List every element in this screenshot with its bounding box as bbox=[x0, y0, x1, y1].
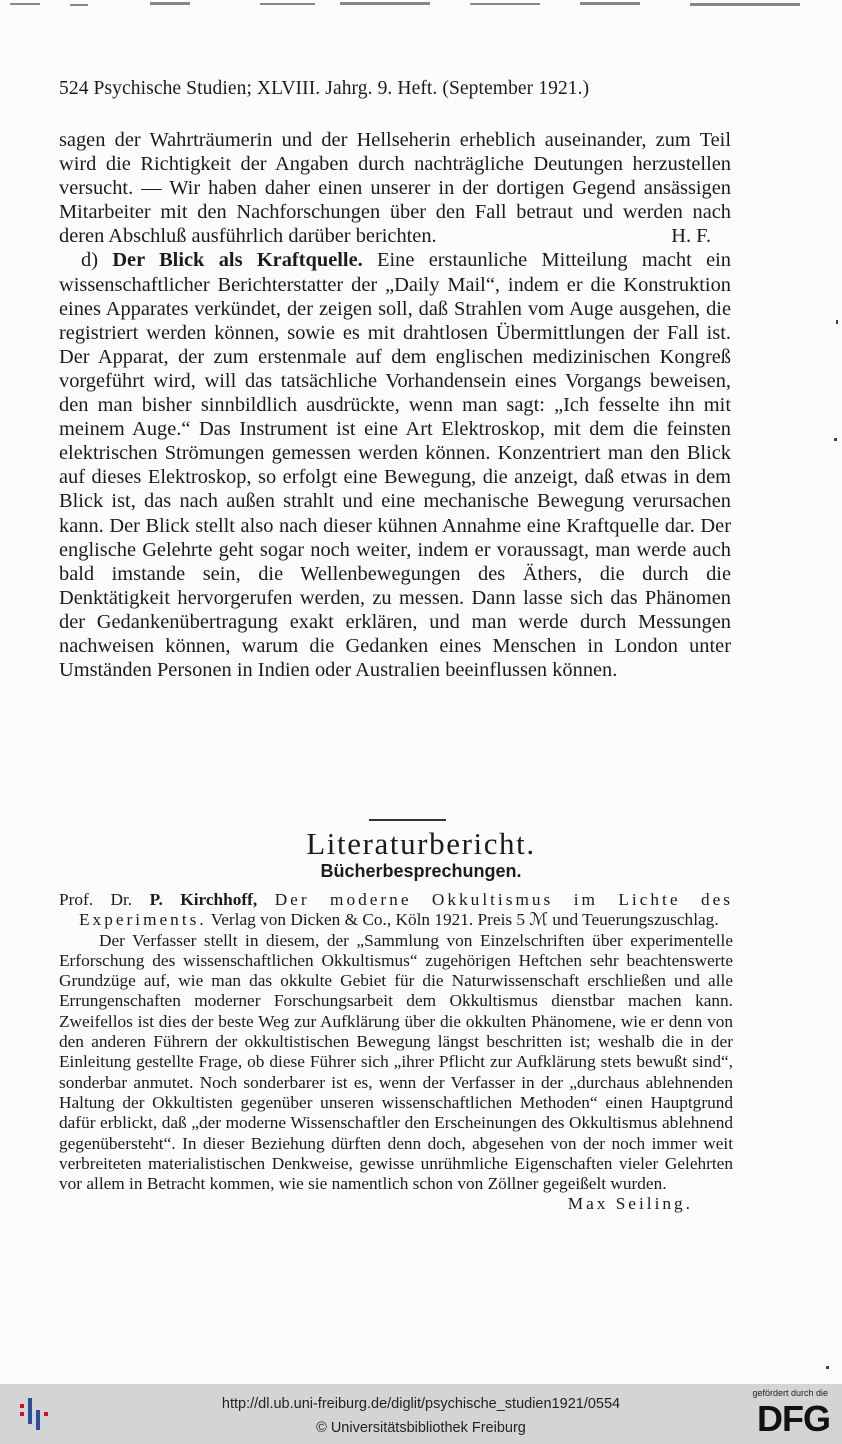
review-publisher: Verlag von Dicken & Co., Köln 1921. Preis 5 ℳ und Teuerungszuschlag. bbox=[210, 910, 719, 930]
paragraph-1-text: sagen der Wahrträumerin und der Hellseherin erheblich auseinander, zum Teil wird die Richtigkeit der Angaben durch nachträgliche Deutungen herzustellen versucht. — Wir haben daher einen unserer in der dortigen Gegend ansässigen Mitarbeiter mit den Nachforschungen über den Fall betraut und werden nach deren Abschluß ausführlich darüber berichten. bbox=[59, 129, 731, 248]
section-subtitle: Bücherbesprechungen. bbox=[320, 861, 522, 881]
section-title: Literaturbericht. bbox=[306, 826, 536, 861]
paragraph-1 bbox=[59, 128, 731, 248]
dfg-funding-note: gefördert durch die bbox=[752, 1388, 828, 1398]
paragraph-2-label: d) bbox=[81, 249, 98, 272]
article-body bbox=[59, 128, 731, 682]
section-divider bbox=[369, 819, 446, 821]
paragraph-2-title: Der Blick als Kraftquelle. bbox=[112, 249, 363, 272]
review-signature: Max Seiling. bbox=[567, 1194, 693, 1214]
margin-mark bbox=[836, 320, 838, 324]
review-text bbox=[59, 930, 733, 1214]
viewer-footer bbox=[0, 1384, 842, 1444]
review-text-body: Der Verfasser stellt in diesem, der „Sammlung von Einzelschriften über experimentelle Erforschung des wissenschaftlichen Okkultismus“ zugehörigen Heftchen sehr beachtenswerte Grundzüge auf, wie man das okkulte Gebiet für die Naturwissenschaft erschließen und alle Errungenschaften moderner Forschungsarbeit dem Okkultismus dienstbar machen kann. Zweifellos ist dies der beste Weg zur Aufklärung über die okkulten Phänomene, wie er denn von den anderen Führern der okkultistischen Bewegung längst beschritten ist; weshalb die in der Einleitung gestellte Frage, ob diese Führer sich „ihrer Pflicht zur Aufklärung stets bewußt sind“, sonderbar anmutet. Noch sonderbarer ist es, wenn der Verfasser in der „durchaus ablehnenden Haltung der Okkultisten gegenüber unseren wissenschaftlichen Methoden“ einen Hauptgrund dafür erblickt, daß „der moderne Wissenschaftler den Erscheinungen des Okkultismus ablehnend gegenübersteht“. In dieser Beziehung dürften denn doch, abgesehen von der noch immer weit verbreiteten materialistischen Denkweise, gewisse unrühmliche Eigenschaften vieler Gelehrten vor allem in Betracht kommen, wie sie namentlich schon von Zöllner gegeißelt wurden. bbox=[59, 930, 733, 1194]
running-header: 524 Psychische Studien; XLVIII. Jahrg. 9. Heft. (September 1921.) bbox=[59, 78, 590, 99]
margin-mark bbox=[834, 438, 837, 441]
paragraph-2-text: Eine erstaunliche Mitteilung macht ein wissenschaftlicher Berichterstatter der „Daily Mail“, indem er die Konstruktion eines Apparates verkündet, der zeigen soll, daß Strahlen vom Auge ausgehen, die registriert werden können, sowie es mit drahtlosen Übermittlungen der Fall ist. Der Apparat, der zum erstenmale auf dem englischen medizinischen Kongreß vorgeführt wird, will das tatsächliche Vorhandensein eines Vorgangs beweisen, den man bisher sinnbildlich ausdrückte, wenn man sagt: „Ich fesselte ihn mit meinem Auge.“ Das Instrument ist eine Art Elektroskop, mit dem die feinsten elektrischen Strömungen gemessen werden können. Konzentriert man den Blick auf dieses Elektroskop, so erfolgt eine Bewegung, die anzeigt, daß etwas in dem Blick ist, das nach außen strahlt und eine mechanische Bewegung verursachen kann. Der Blick stellt also nach dieser kühnen Annahme eine Kraftquelle dar. Der englische Gelehrte geht sogar noch weiter, indem er voraussagt, man werde auch bald imstande sein, die Wellenbewegungen des Äthers, die durch die Denktätigkeit hervorgerufen werden, zu messen. Dann lasse sich das Phänomen der Gedankenübertragung exakt erklären, und man werde durch Messungen nachweisen können, warum die Gedanken eines Menschen in London unter Umständen Personen in Indien oder Australien beeinflussen können. bbox=[59, 249, 731, 682]
margin-mark bbox=[826, 1366, 829, 1369]
review-author-prefix: Prof. Dr. bbox=[59, 890, 133, 909]
dfg-logo bbox=[732, 1388, 832, 1440]
paragraph-2 bbox=[59, 248, 731, 682]
document-url-link[interactable]: http://dl.ub.uni-freiburg.de/diglit/psychische_studien1921/0554 bbox=[221, 1396, 621, 1412]
scan-edge-noise bbox=[0, 0, 842, 12]
review-book-title: Der moderne Okkultismus im Lichte des Experiments. bbox=[79, 890, 733, 930]
review-citation bbox=[59, 890, 733, 931]
book-review bbox=[59, 890, 733, 1215]
review-author: P. Kirchhoff, bbox=[149, 890, 258, 909]
dfg-logo-text: DFG bbox=[757, 1398, 830, 1439]
copyright-notice: © Universitätsbibliothek Freiburg bbox=[316, 1420, 526, 1436]
paragraph-1-signature: H. F. bbox=[671, 225, 711, 248]
